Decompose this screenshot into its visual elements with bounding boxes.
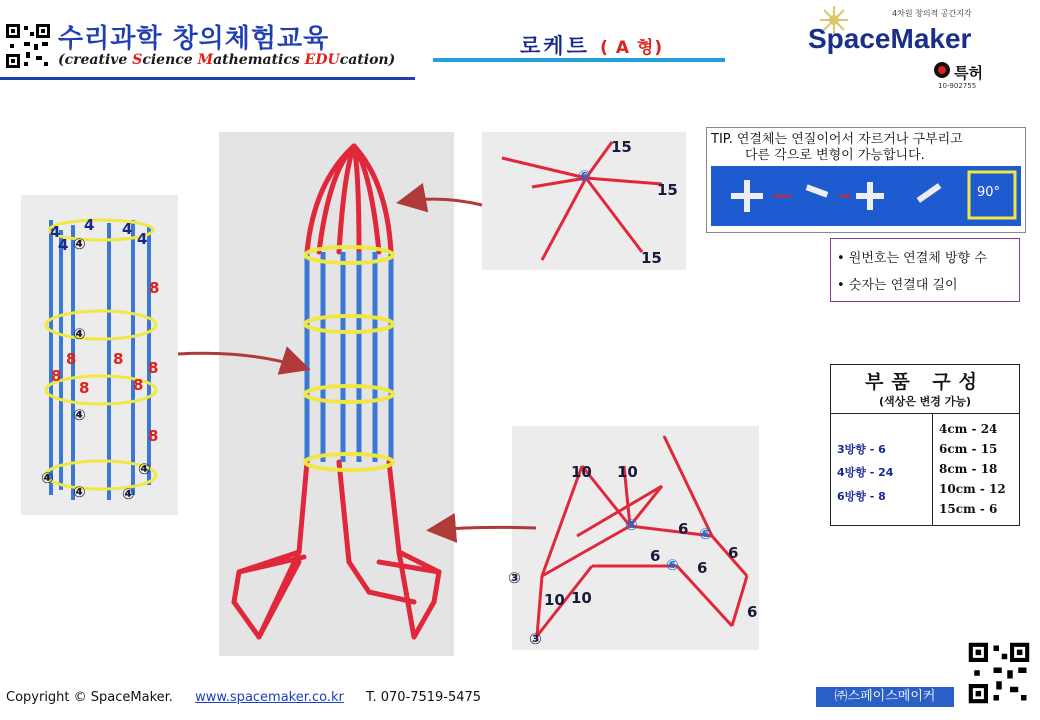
patent-label: 특허	[954, 64, 983, 82]
photo-rocket-body	[21, 195, 178, 515]
brand-tagline: 4차원 창의적 공간지각	[892, 9, 972, 18]
website-link[interactable]: www.spacemaker.co.kr	[195, 690, 344, 705]
connector-direction-label: ④	[122, 485, 135, 503]
spacemaker-logo	[804, 4, 1018, 90]
program-subtitle: (creative Science Mathematics EDUcation)	[58, 52, 396, 68]
document-title: 로케트 ( A 형)	[520, 34, 664, 58]
connector-direction-label: ④	[73, 235, 86, 253]
length-label: 8	[51, 367, 62, 385]
connector-direction-label: ④	[73, 406, 86, 424]
length-label: 10	[617, 463, 638, 481]
qr-code-bottom	[966, 640, 1032, 706]
length-label: 15	[611, 138, 632, 156]
length-label: 10	[571, 463, 592, 481]
photo-fins	[508, 426, 759, 650]
length-label: 15	[657, 181, 678, 199]
connector-direction-label: ⑥	[699, 525, 712, 543]
brand-name: SpaceMaker	[808, 23, 972, 54]
connector-count: 3방향 - 6	[837, 443, 886, 456]
program-title: 수리과학 창의체험교육	[58, 24, 330, 54]
tip-connector-steps	[711, 166, 1021, 226]
length-label: 6	[728, 544, 739, 562]
connector-count: 4방향 - 24	[837, 466, 894, 479]
length-label: 8	[148, 427, 159, 445]
length-label: 4	[58, 236, 69, 254]
length-label: 6	[678, 520, 689, 538]
length-label: 10	[571, 589, 592, 607]
connector-direction-label: ③	[529, 630, 542, 648]
footer	[6, 690, 481, 705]
legend-box	[830, 238, 1020, 302]
connector-direction-label: ④	[41, 469, 54, 487]
divider	[831, 413, 1019, 414]
connector-direction-label: ⑥	[625, 516, 638, 534]
length-label: 6	[650, 547, 661, 565]
legend-item-number: • 숫자는 연결대 길이	[837, 278, 958, 293]
qr-code-top	[4, 22, 52, 70]
length-label: 8	[133, 376, 144, 394]
length-label: 8	[148, 359, 159, 377]
rod-count: 8cm - 18	[939, 462, 998, 476]
length-label: 8	[66, 350, 77, 368]
length-label: 6	[697, 559, 708, 577]
legend-item-circled: • 원번호는 연결체 방향 수	[837, 251, 987, 266]
connector-count: 6방향 - 8	[837, 490, 886, 503]
rod-count: 4cm - 24	[939, 422, 998, 436]
angle-label: 90°	[977, 185, 1001, 200]
parts-table	[830, 364, 1020, 526]
length-label: 15	[641, 249, 662, 267]
tip-line-2: 다른 각으로 변형이 가능합니다.	[745, 148, 925, 163]
length-label: 4	[84, 216, 95, 234]
length-label: 4	[50, 223, 61, 241]
connector-direction-label: ④	[73, 325, 86, 343]
photo-nose-connector	[482, 132, 686, 270]
copyright-text: Copyright © SpaceMaker.	[6, 690, 173, 705]
parts-subtitle: (색상은 변경 가능)	[878, 395, 972, 408]
connector-direction-label: ③	[508, 569, 521, 587]
photo-rocket-assembled	[219, 132, 454, 656]
divider	[932, 413, 933, 525]
tip-box	[706, 127, 1026, 233]
length-label: 8	[149, 279, 160, 297]
title-underline	[0, 77, 415, 80]
phone-number: T. 070-7519-5475	[366, 690, 482, 705]
company-badge: ㈜스페이스메이커	[816, 687, 954, 707]
document-title-underline	[433, 58, 725, 62]
length-label: 6	[747, 603, 758, 621]
length-label: 8	[113, 350, 124, 368]
length-label: 10	[544, 591, 565, 609]
tip-line-1: TIP. 연결체는 연질이어서 자르거나 구부리고	[711, 132, 963, 147]
connector-direction-label: ④	[138, 460, 151, 478]
length-label: 8	[79, 379, 90, 397]
connector-direction-label: ⑥	[666, 556, 679, 574]
connector-direction-label: ⑥	[578, 167, 591, 185]
rod-count: 15cm - 6	[939, 502, 998, 516]
patent-number: 10-902755	[938, 82, 977, 90]
rod-count: 10cm - 12	[939, 482, 1006, 496]
rod-count: 6cm - 15	[939, 442, 998, 456]
length-label: 4	[137, 230, 148, 248]
connector-direction-label: ④	[73, 483, 86, 501]
length-label: 4	[122, 220, 133, 238]
parts-title: 부품 구성	[864, 371, 986, 393]
